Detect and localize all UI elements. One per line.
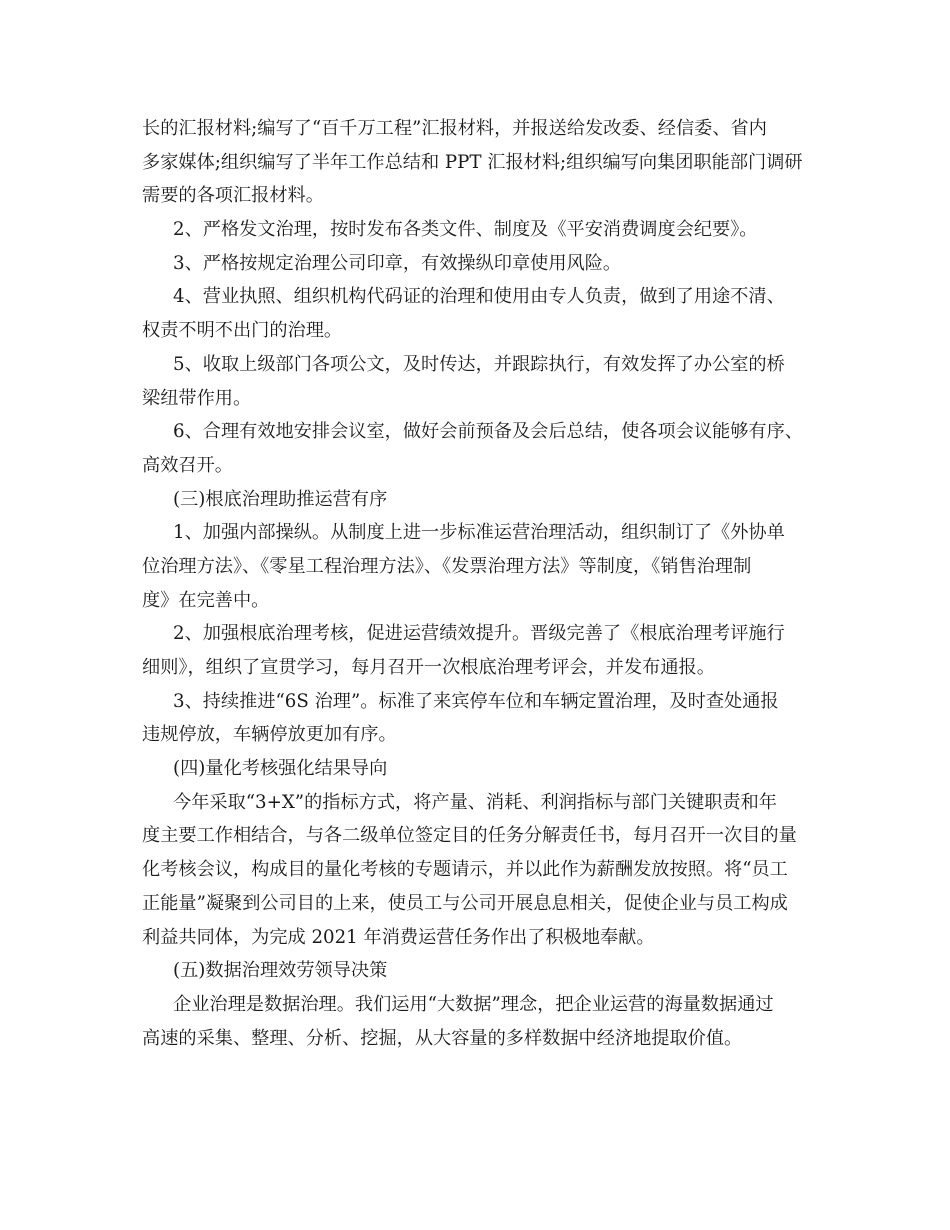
text-line: 化考核会议，构成目的量化考核的专题请示，并以此作为薪酬发放按照。将“员工	[142, 859, 788, 881]
text-line: 2、严格发文治理，按时发布各类文件、制度及《平安消费调度会纪要》。	[173, 219, 758, 241]
text-line: 违规停放，车辆停放更加有序。	[142, 724, 397, 746]
text-line: 1、加强内部操纵。从制度上进一步标准运营治理活动，组织制订了《外协单	[173, 522, 785, 544]
text-line: 利益共同体，为完成 2021 年消费运营任务作出了积极地奉献。	[142, 926, 655, 948]
text-line: 今年采取“3+X”的指标方式，将产量、消耗、利润指标与部门关键职责和年	[173, 791, 777, 813]
text-line: 多家媒体;组织编写了半年工作总结和 PPT 汇报材料;组织编写向集团职能部门调研	[142, 151, 803, 173]
text-line: 梁纽带作用。	[142, 387, 252, 409]
text-line: 3、严格按规定治理公司印章，有效操纵印章使用风险。	[173, 252, 622, 274]
document-body	[142, 112, 822, 1055]
text-line: (五)数据治理效劳领导决策	[173, 960, 388, 982]
text-line: 权责不明不出门的治理。	[142, 320, 343, 342]
text-line: 需要的各项汇报材料。	[142, 185, 324, 207]
text-line: 企业治理是数据治理。我们运用“大数据”理念，把企业运营的海量数据通过	[173, 993, 774, 1015]
text-line: 细则》，组织了宣贯学习，每月召开一次根底治理考评会，并发布通报。	[142, 657, 715, 678]
text-line: 2、加强根底治理考核，促进运营绩效提升。晋级完善了《根底治理考评施行	[173, 623, 785, 645]
text-line: 高速的采集、整理、分析、挖掘，从大容量的多样数据中经济地提取价值。	[142, 1027, 743, 1049]
text-line: 度主要工作相结合，与各二级单位签定目的任务分解责任书，每月召开一次目的量	[142, 825, 797, 847]
text-line: 5、收取上级部门各项公文，及时传达，并跟踪执行，有效发挥了办公室的桥	[173, 353, 785, 375]
text-line: 长的汇报材料;编写了“百千万工程”汇报材料，并报送给发改委、经信委、省内	[142, 118, 767, 139]
text-line: 正能量”凝聚到公司目的上来，使员工与公司开展息息相关，促使企业与员工构成	[142, 892, 788, 914]
text-line: (三)根底治理助推运营有序	[173, 488, 388, 510]
text-line: 6、合理有效地安排会议室，做好会前预备及会后总结，使各项会议能够有序、	[173, 421, 803, 443]
text-line: 3、持续推进“6S 治理”。标准了来宾停车位和车辆定置治理，及时查处通报	[173, 690, 779, 712]
text-line: 高效召开。	[142, 454, 233, 476]
text-line: 位治理方法》、《零星工程治理方法》、《发票治理方法》等制度，《销售治理制	[142, 555, 752, 577]
text-line: 4、营业执照、组织机构代码证的治理和使用由专人负责，做到了用途不清、	[173, 286, 785, 308]
text-line: 度》在完善中。	[142, 589, 270, 611]
text-line: (四)量化考核强化结果导向	[173, 758, 388, 780]
